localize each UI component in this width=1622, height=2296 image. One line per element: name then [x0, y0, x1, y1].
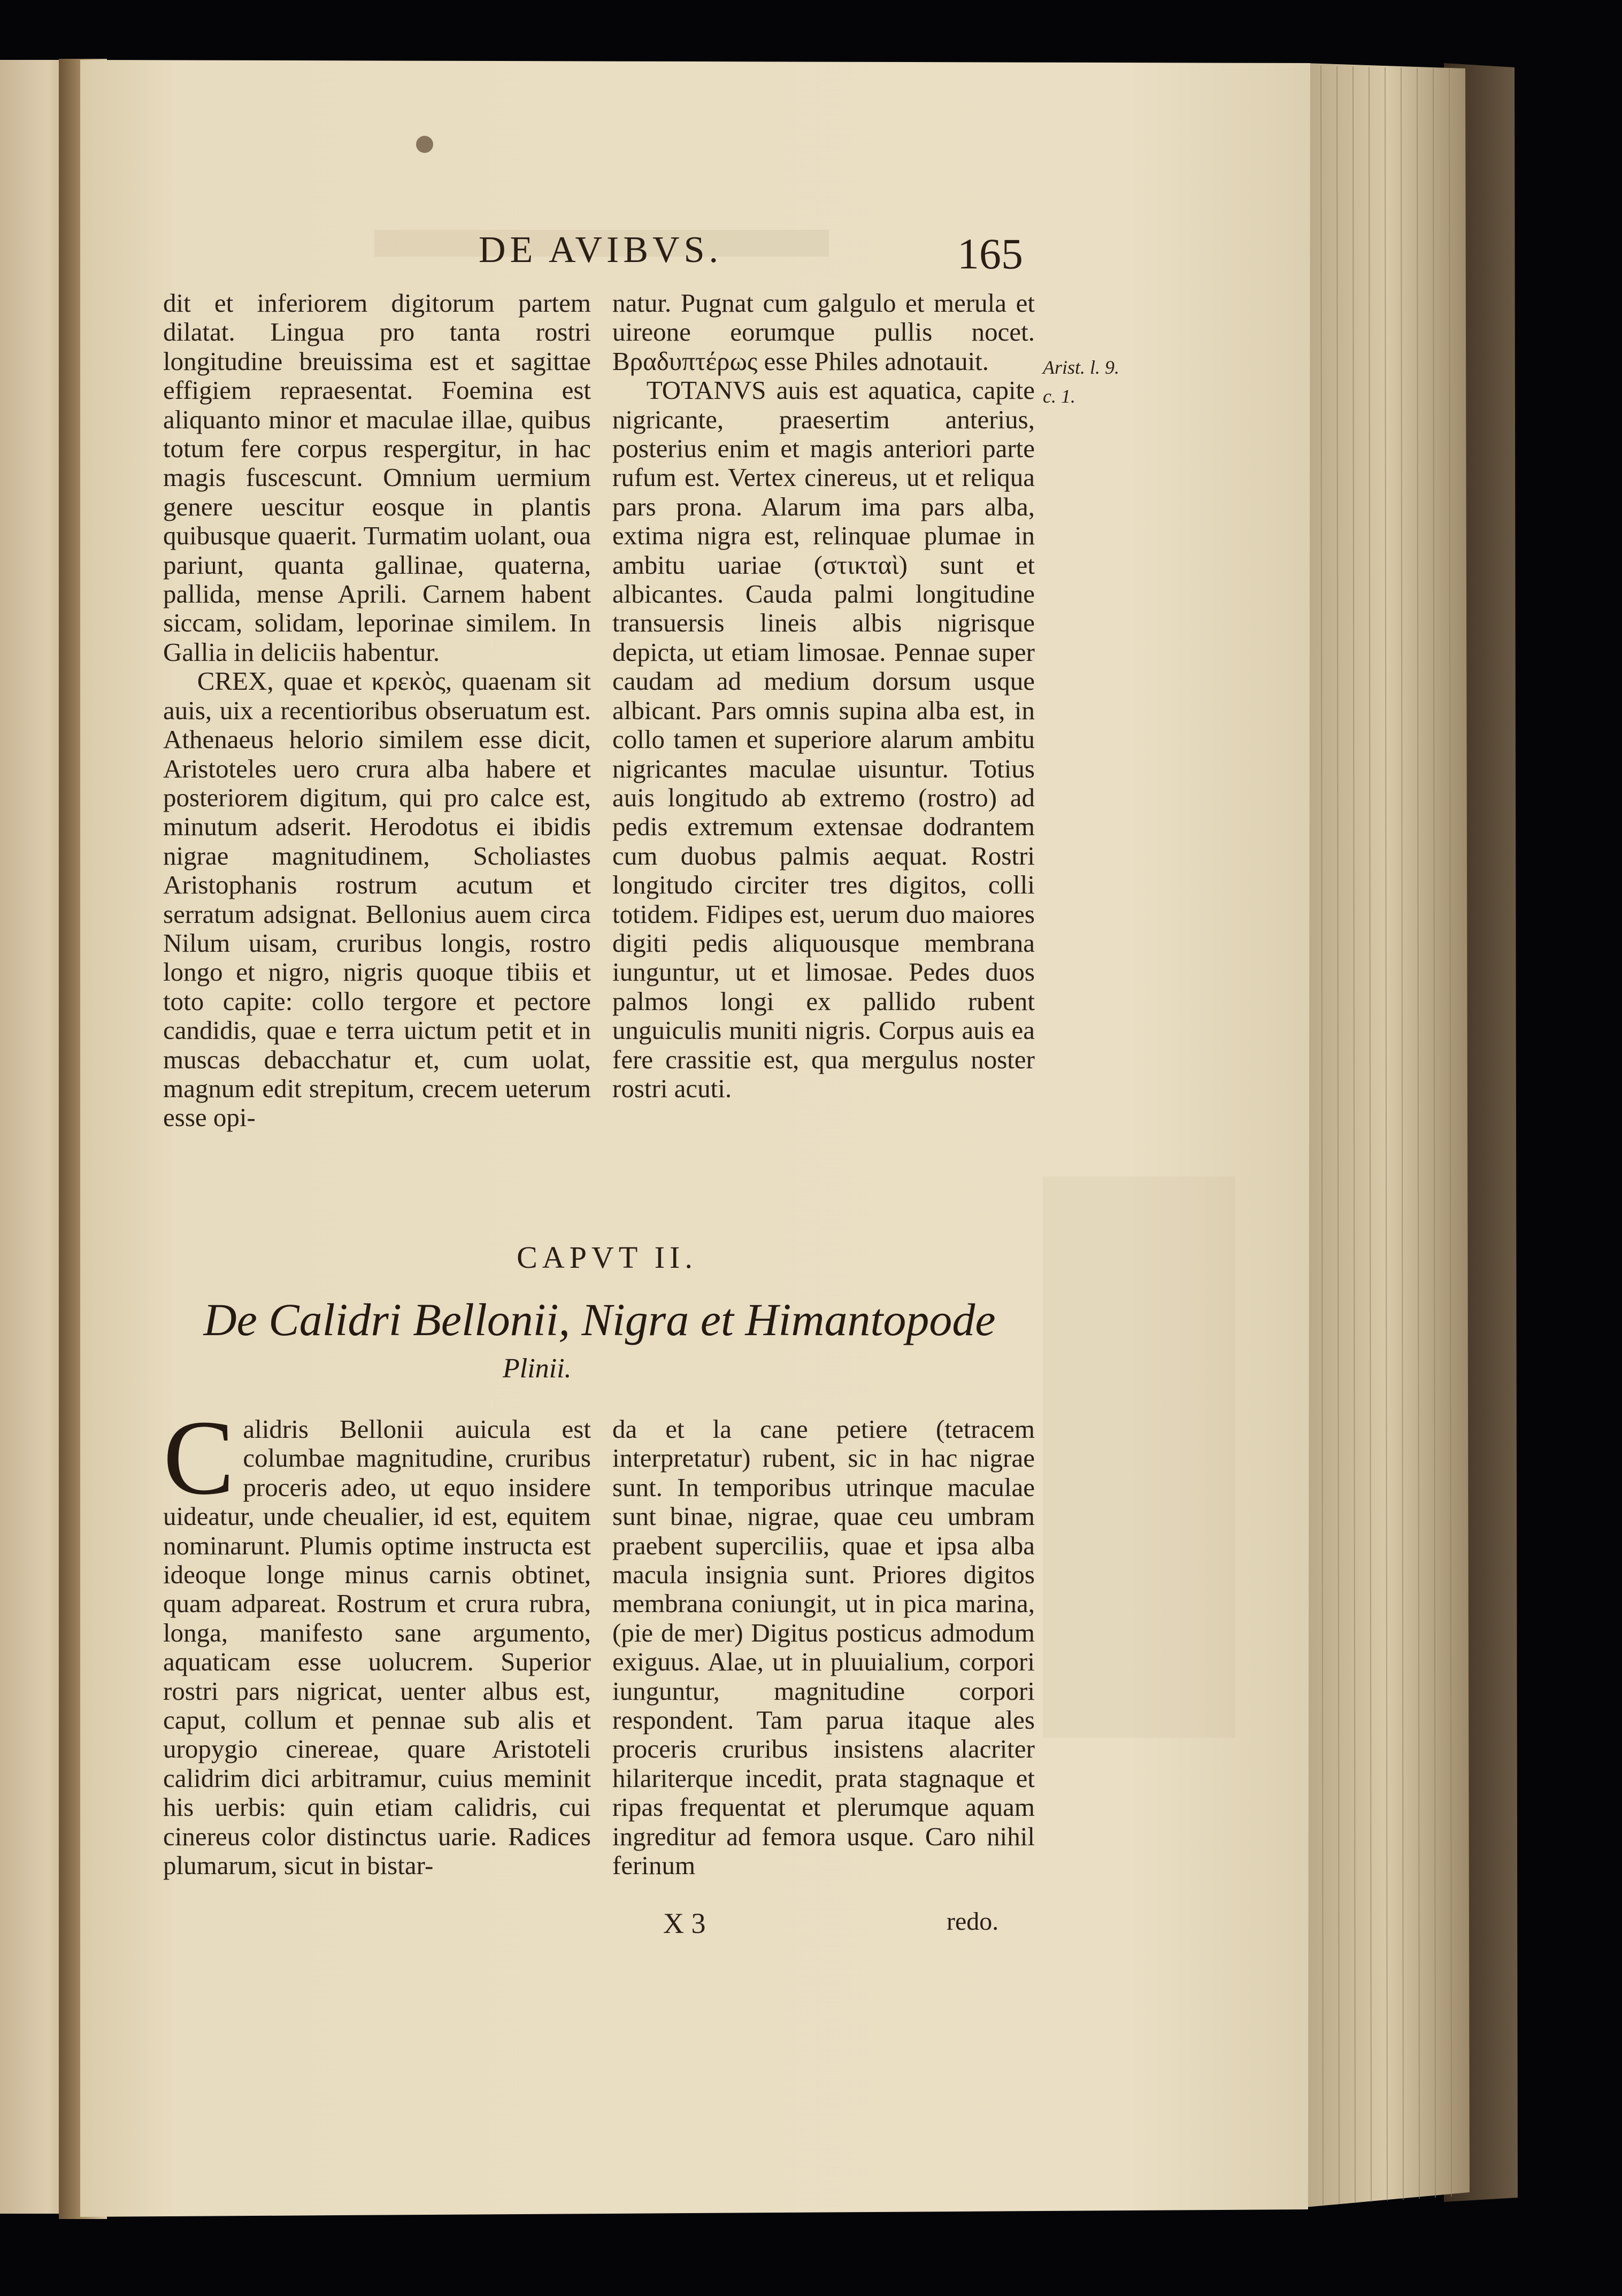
chapter-title-continued: Plinii. [503, 1353, 572, 1384]
column-right-lower [612, 1415, 1035, 1881]
paragraph-totanus: TOTANVS auis est aquatica, capite nigricante, praesertim anterius, posterius enim et magis anteriori parte rufum est. Vertex cinereus, ut et reliqua pars prona. Alarum ima pars alba, extima nigra est, relinquae plumae in ambitu uariae (στικταὶ) sunt et albicantes. Cauda palmi longitudine transuersis lineis albis nigrisque depicta, ut etiam limosae. Pennae super caudam ad medium dorsum usque albicant. Pars omnis supina alba est, in collo tamen et superiore alarum ambitu nigricantes maculae uisuntur. Totius auis longitudo ab extremo (rostro) ad pedis extremum extensae dodrantem cum duobus palmis aequat. Rostri longitudo circiter tres digitos, colli totidem. Fidipes est, uerum duo maiores digiti pedis aliquousque membrana iunguntur, ut et limosae. Pedes duos palmos longi ex pallido rubent unguiculis muniti nigris. Corpus auis ea fere crassitie est, qua mergulus noster rostri acuti. [612, 375, 1035, 1103]
drop-cap: C [163, 1399, 235, 1517]
paragraph-natur: natur. Pugnat cum galgulo et merula et uireone eorumque pullis nocet. Βραδυπτέρως esse Philes adnotauit. [612, 288, 1035, 376]
catchword: redo. [947, 1907, 999, 1936]
paragraph-foemina: dit et inferiorem digitorum partem dilatat. Lingua pro tanta rostri longitudine breuissima est et sagittae effigiem repraesentat. Foemina est aliquanto minor et maculae illae, quibus totum fere corpus respergitur, in hac magis fuscescunt. Omnium uermium genere uescitur eosque in plantis quibusque quaerit. Turmatim uolant, oua pariunt, quanta gallinae, quaterna, pallida, mense Aprili. Carnem habent siccam, solidam, leporinae similem. In Gallia in deliciis habentur. [163, 288, 591, 667]
marginal-note-line: c. 1. [1043, 386, 1075, 407]
paragraph-crex: CREX, quae et κρεκὸς, quaenam sit auis, uix a recentioribus obseruatum est. Athenaeus helorio similem esse dicit, Aristoteles uero crura alba habere et posteriorem digitum, qui pro calce est, minutum adserit. Herodotus ei ibidis nigrae magnitudinem, Scholiastes Aristophanis rostrum acutum et serratum adsignat. Bellonius auem circa Nilum uisam, cruribus longis, rostro longo et nigro, nigris quoque tibiis et toto capite: collo tergore et pectore candidis, quae e terra uictum petit et in muscas debacchatur et, cum uolat, magnum edit strepitum, crecem ueterum esse opi- [163, 666, 591, 1132]
marginal-note [1043, 353, 1150, 411]
paragraph-calidris-text: alidris Bellonii auicula est columbae magnitudine, cruribus proceris adeo, ut equo insidere uideatur, unde cheualier, id est, equitem nominarunt. Plumis optime instructa est ideoque longe minus carnis obtinet, quam adpareat. Rostrum et crura rubra, longa, manifesto sane argumento, aquaticam esse uolucrem. Superior rostri pars nigricat, uenter albus est, caput, collum et pennae sub alis et uropygio cinereae, quare Aristoteli calidrim dici arbitramur, cuius meminit his uerbis: quin etiam calidris, cui cinereus color distinctus uarie. Radices plumarum, sicut in bistar- [163, 1414, 591, 1881]
column-left-upper [163, 289, 591, 1132]
paragraph-bistarda: da et la cane petiere (tetracem interpretatur) rubent, sic in hac nigrae sunt. In temporibus utrinque maculae sunt binae, nigrae, quae ceu umbram praebent superciliis, quae et ipsa alba macula insignia sunt. Priores digitos membrana coniungit, ut in pica marina, (pie de mer) Digitus posticus admodum exiguus. Alae, ut in pluuialium, corpori iunguntur, magnitudine corpori respondent. Tam parua itaque ales proceris cruribus insistens alacriter hilariterque incedit, prata stagnaque et ripas frequentat et plerumque aquam ingreditur ad femora usque. Caro nihil ferinum [612, 1414, 1035, 1881]
signature-mark: X 3 [663, 1907, 706, 1939]
column-right-upper [612, 289, 1035, 1103]
page-number: 165 [957, 229, 1023, 278]
column-left-lower [163, 1399, 591, 1881]
running-title: DE AVIBVS. [479, 229, 723, 271]
chapter-title: De Calidri Bellonii, Nigra et Himantopode [203, 1294, 996, 1345]
paragraph-calidris [163, 1399, 591, 1881]
marginal-note-line: Arist. l. 9. [1043, 357, 1120, 378]
chapter-number: CAPVT II. [517, 1240, 697, 1275]
